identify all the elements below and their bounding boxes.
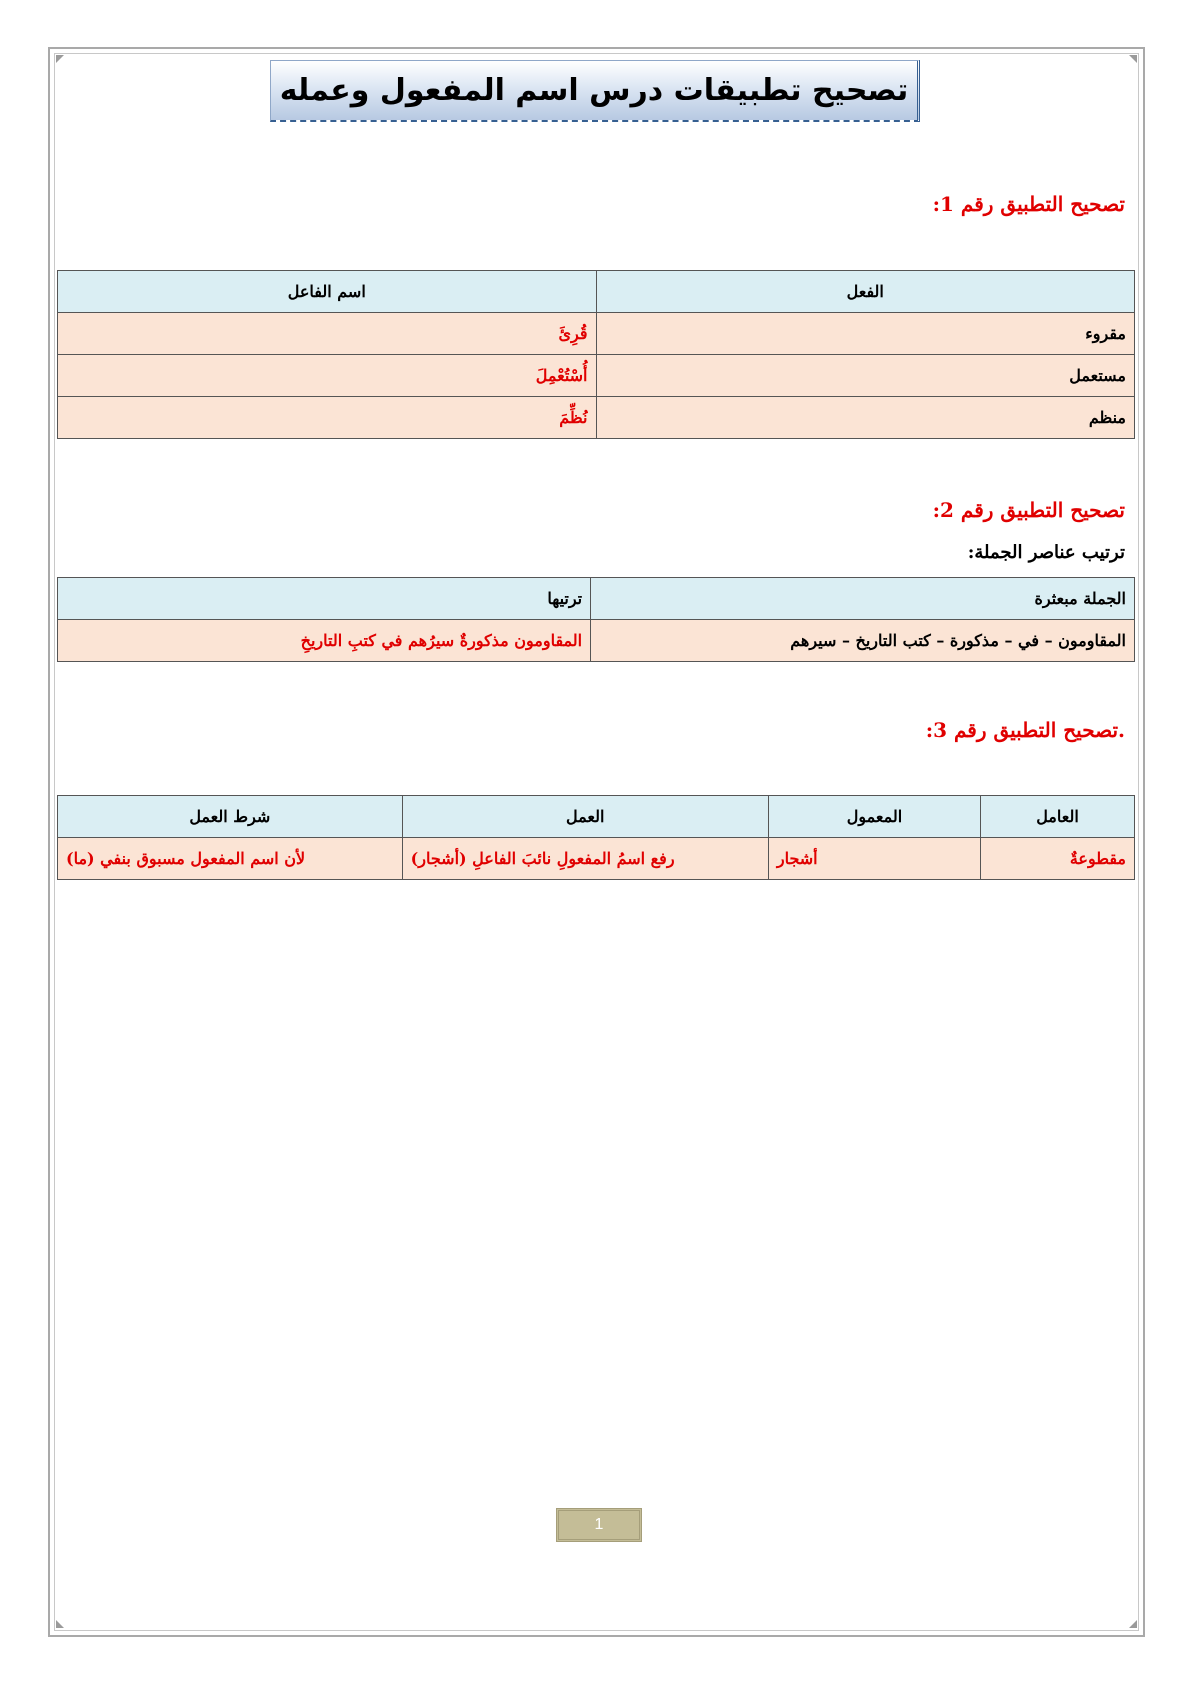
- corner-ornament: [1129, 55, 1137, 63]
- table-header-cell: شرط العمل: [58, 796, 403, 838]
- page-number: 1: [556, 1508, 642, 1542]
- exercise3-table: [57, 795, 1135, 880]
- table-cell-answer: مقطوعةٌ: [981, 838, 1135, 880]
- table-header-cell: العمل: [402, 796, 768, 838]
- table-cell-answer: أُسْتُعْمِلَ: [58, 355, 597, 397]
- table-row: [58, 313, 1135, 355]
- table-cell-answer: قُرِئَ: [58, 313, 597, 355]
- table-cell: المقاومون – في – مذكورة – كتب التاريخ – سيرهم: [591, 620, 1135, 662]
- page-title: تصحيح تطبيقات درس اسم المفعول وعمله: [270, 60, 920, 122]
- table-cell: مقروء: [596, 313, 1135, 355]
- table-cell-answer: نُظِّمَ: [58, 397, 597, 439]
- table-header-cell: ترتيها: [58, 578, 591, 620]
- table-row: [58, 355, 1135, 397]
- table-cell-answer: لأن اسم المفعول مسبوق بنفي (ما): [58, 838, 403, 880]
- table-header-row: [58, 578, 1135, 620]
- table-header-cell: الفعل: [596, 271, 1135, 313]
- table-header-row: [58, 796, 1135, 838]
- table-row: [58, 397, 1135, 439]
- table-cell-answer: رفع اسمُ المفعولِ نائبَ الفاعلِ (أشجار): [402, 838, 768, 880]
- corner-ornament: [56, 1620, 64, 1628]
- table-header-cell: الجملة مبعثرة: [591, 578, 1135, 620]
- table-header-cell: اسم الفاعل: [58, 271, 597, 313]
- table-header-row: [58, 271, 1135, 313]
- exercise1-heading: تصحيح التطبيق رقم 1:: [932, 192, 1125, 216]
- exercise2-table: [57, 577, 1135, 662]
- exercise2-heading: تصحيح التطبيق رقم 2:: [932, 498, 1125, 522]
- table-cell-answer: المقاومون مذكورةٌ سيرُهم في كتبِ التاريخِ: [58, 620, 591, 662]
- corner-ornament: [56, 55, 64, 63]
- table-row: [58, 620, 1135, 662]
- table-cell: مستعمل: [596, 355, 1135, 397]
- table-cell-answer: أشجار: [768, 838, 980, 880]
- corner-ornament: [1129, 1620, 1137, 1628]
- table-cell: منظم: [596, 397, 1135, 439]
- exercise1-table: [57, 270, 1135, 439]
- exercise3-heading: .تصحيح التطبيق رقم 3:: [925, 718, 1125, 742]
- table-header-cell: العامل: [981, 796, 1135, 838]
- exercise2-subheading: ترتيب عناصر الجملة:: [967, 542, 1125, 563]
- table-header-cell: المعمول: [768, 796, 980, 838]
- table-row: [58, 838, 1135, 880]
